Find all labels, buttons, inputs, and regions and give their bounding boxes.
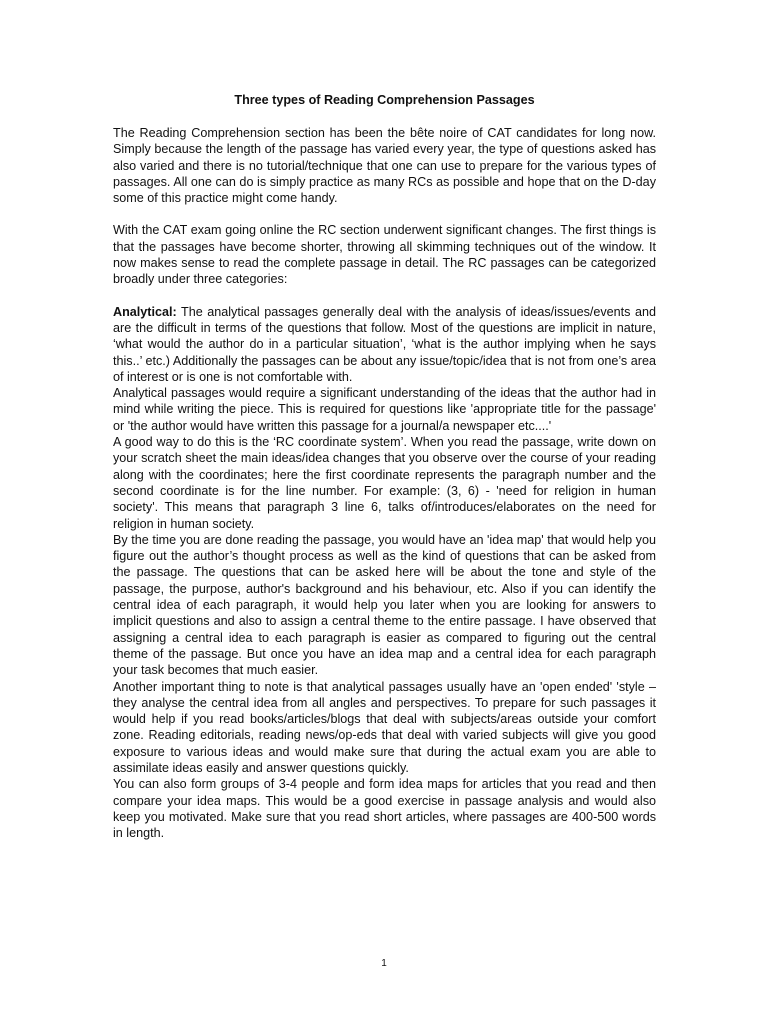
intro-paragraph-1: The Reading Comprehension section has been the bête noire of CAT candidates for long now. Simply because the length of the passage has varied every year, the type of questions asked has also varied and there is no tutorial/technique that one can use to prepare for the various types of passages. All one can do is simply practice as many RCs as possible and hope that on the D-day some of this practice might come handy. bbox=[113, 126, 656, 206]
analytical-heading: Analytical: bbox=[113, 304, 177, 319]
analytical-paragraph-4: By the time you are done reading the passage, you would have an 'idea map' that would help you figure out the author’s thought process as well as the kind of questions that can be asked from the passage. The questions that can be asked here will be about the tone and style of the passage, the purpose, author's background and his behaviour, etc. Also if you can identify the central idea of each paragraph, it would help you later when you are looking for answers to implicit questions and also to assign a central theme to the entire passage. I have observed that assigning a central idea to each paragraph is easier as compared to figuring out the central theme of the passage. But once you have an idea map and a central idea for each paragraph your task becomes that much easier. bbox=[113, 532, 656, 678]
analytical-paragraph-1 bbox=[113, 304, 656, 385]
analytical-paragraph-3: A good way to do this is the ‘RC coordinate system’. When you read the passage, write down on your scratch sheet the main ideas/idea changes that you observe over the course of your reading along with the coordinates; here the first coordinate represents the paragraph number and the second coordinate is for the line number. For example: (3, 6) - 'need for religion in human society'. This means that paragraph 3 line 6, talks of/introduces/elaborates on the need for religion in human society. bbox=[113, 435, 656, 531]
analytical-text-1: The analytical passages generally deal with the analysis of ideas/issues/events and are the difficult in terms of the questions that follow. Most of the questions are implicit in nature, ‘what would the author do in a particular situation’, ‘what is the author implying when he says this..’ etc.) Additionally the passages can be about any issue/topic/idea that is not from one’s area of interest or is one is not comfortable with. bbox=[113, 304, 656, 384]
document-title: Three types of Reading Comprehension Passages bbox=[234, 93, 535, 107]
analytical-paragraph-5: Another important thing to note is that analytical passages usually have an 'open ended' 'style – they analyse the central idea from all angles and perspectives. To prepare for such passages it would help if you read books/articles/blogs that deal with subjects/areas outside your comfort zone. Reading editorials, reading news/op-eds that deal with varied subjects will give you good exposure to various ideas and would make sure that during the actual exam you are able to assimilate ideas easily and answer questions quickly. bbox=[113, 679, 656, 775]
document-body bbox=[113, 92, 656, 841]
analytical-paragraph-6: You can also form groups of 3-4 people and form idea maps for articles that you read and then compare your idea maps. This would be a good exercise in passage analysis and would also keep you motivated. Make sure that you read short articles, where passages are 400-500 words in length. bbox=[113, 777, 656, 841]
page-number: 1 bbox=[381, 958, 387, 969]
analytical-paragraph-2: Analytical passages would require a significant understanding of the ideas that the author had in mind while writing the piece. This is required for questions like 'appropriate title for the passage' or 'the author would have written this passage for a journal/a newspaper etc....' bbox=[113, 386, 656, 433]
intro-paragraph-2: With the CAT exam going online the RC section underwent significant changes. The first things is that the passages have become shorter, throwing all skimming techniques out of the window. It now makes sense to read the complete passage in detail. The RC passages can be categorized broadly under three categories: bbox=[113, 223, 656, 287]
